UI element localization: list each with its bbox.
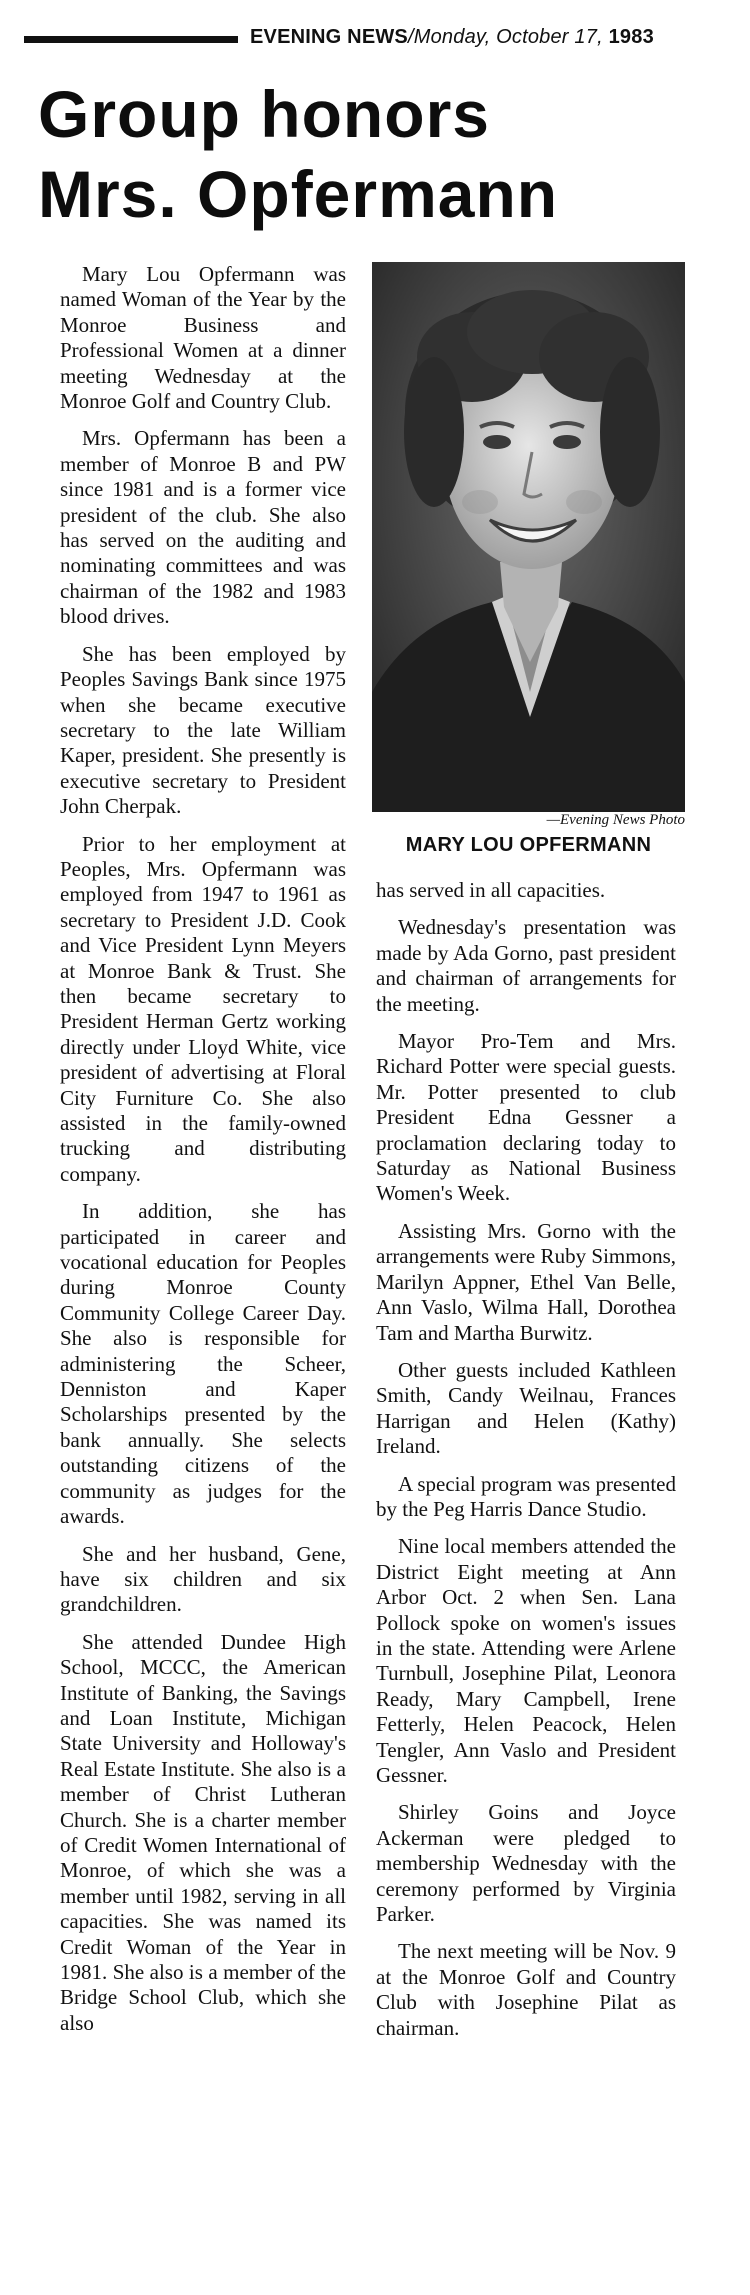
paragraph: She and her husband, Gene, have six children and six grandchildren. — [60, 1541, 346, 1617]
masthead — [250, 26, 730, 49]
issue-year: 1983 — [608, 26, 654, 48]
paragraph: Other guests included Kathleen Smith, Candy Weilnau, Frances Harrigan and Helen (Kathy) Ireland. — [376, 1357, 676, 1459]
paragraph: Shirley Goins and Joyce Ackerman were pledged to membership Wednesday with the ceremony performed by Virginia Parker. — [376, 1800, 676, 1927]
paragraph: A special program was presented by the Peg Harris Dance Studio. — [376, 1471, 676, 1521]
paragraph: Assisting Mrs. Gorno with the arrangements were Ruby Simmons, Marilyn Appner, Ethel Van Belle, Ann Vaslo, Wilma Hall, Dorothea Tam and Martha Burwitz. — [376, 1218, 676, 1345]
photo-caption: MARY LOU OPFERMANN — [405, 834, 652, 856]
paragraph: Mayor Pro-Tem and Mrs. Richard Potter were special guests. Mr. Potter presented to club President Edna Gessner a proclamation declaring today to Saturday as National Business Women's Week. — [376, 1029, 676, 1206]
headline — [38, 74, 728, 234]
paragraph: She attended Dundee High School, MCCC, the American Institute of Banking, the Savings and Loan Institute, Michigan State University and Holloway's Real Estate Institute. She also is a member of Christ Lutheran Church. She is a charter member of Credit Women International of Monroe, of which she was a member until 1982, serving in all capacities. She was named its Credit Woman of the Year in 1981. She also is a member of the Bridge School Club, which she also — [60, 1629, 346, 2035]
photo-credit: —Evening News Photo — [546, 812, 685, 828]
paragraph: The next meeting will be Nov. 9 at the Monroe Golf and Country Club with Josephine Pilat as chairman. — [376, 1939, 676, 2040]
portrait-illustration — [372, 262, 685, 812]
paragraph: Prior to her employment at Peoples, Mrs. Opfermann was employed from 1947 to 1961 as secretary to President J.D. Cook and Vice President Lynn Meyers at Monroe Bank & Trust. She then became secretary to President Herman Gertz working directly under Lloyd White, vice president of advertising at Floral City Furniture Co. She also assisted in the family-owned trucking and distributing company. — [60, 831, 346, 1186]
issue-date: /Monday, October 17, — [407, 26, 609, 48]
paragraph: Mary Lou Opfermann was named Woman of the Year by the Monroe Business and Professional Women at a dinner meeting Wednesday at the Monroe Golf and Country Club. — [60, 262, 346, 414]
paragraph: In addition, she has participated in career and vocational education for Peoples during Monroe County Community College Career Day. She also is responsible for administering the Scheer, Denniston and Kaper Scholarships presented by the bank annually. She selects outstanding citizens of the community as judges for the awards. — [60, 1199, 346, 1529]
paragraph: Wednesday's presentation was made by Ada Gorno, past president and chairman of arrangements for the meeting. — [376, 915, 676, 1016]
portrait-photo — [372, 262, 685, 812]
headline-line-1: Group honors — [38, 77, 490, 151]
article-column-right — [376, 878, 676, 2053]
article-column-left — [60, 262, 346, 2048]
paragraph: Nine local members attended the District Eight meeting at Ann Arbor Oct. 2 when Sen. Lana Pollock spoke on women's issues in the state. Attending were Arlene Turnbull, Josephine Pilat, Leonora Ready, Mary Campbell, Irene Fetterly, Helen Peacock, Helen Tengler, Ann Vaslo and President Gessner. — [376, 1534, 676, 1787]
headline-line-2: Mrs. Opfermann — [38, 157, 559, 231]
masthead-rule — [24, 36, 238, 43]
paragraph: has served in all capacities. — [376, 878, 606, 902]
paper-name: EVENING NEWS — [250, 26, 408, 48]
paragraph: Mrs. Opfermann has been a member of Monroe B and PW since 1981 and is a former vice president of the club. She also has served on the auditing and nominating committees and was chairman of the 1982 and 1983 blood drives. — [60, 426, 346, 629]
paragraph: She has been employed by Peoples Savings Bank since 1975 when she became executive secretary to the late William Kaper, president. She presently is executive secretary to President John Cherpak. — [60, 641, 346, 819]
